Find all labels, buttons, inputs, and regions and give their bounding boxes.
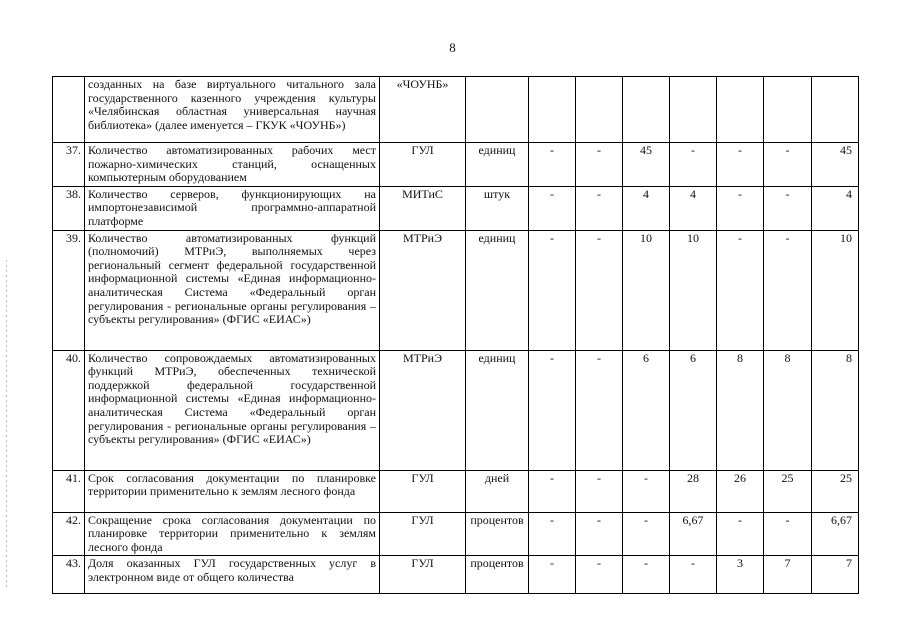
row-number-cell: 37. — [53, 143, 85, 187]
row-number-cell: 43. — [53, 556, 85, 594]
value-cell: 6 — [670, 350, 717, 470]
row-number-cell: 41. — [53, 470, 85, 512]
value-cell — [670, 77, 717, 143]
value-cell: - — [576, 470, 623, 512]
value-cell: 26 — [717, 470, 764, 512]
table-row — [53, 230, 859, 350]
scan-margin-mark — [6, 260, 7, 590]
value-cell: - — [576, 350, 623, 470]
executor-cell: ГУЛ — [380, 470, 466, 512]
page-number: 8 — [449, 40, 456, 55]
value-cell: 10 — [812, 230, 859, 350]
unit-cell: дней — [466, 470, 529, 512]
row-number-cell: 38. — [53, 186, 85, 230]
table-row — [53, 512, 859, 556]
value-cell: 8 — [764, 350, 812, 470]
table-row — [53, 470, 859, 512]
value-cell: 8 — [717, 350, 764, 470]
value-cell: 25 — [764, 470, 812, 512]
unit-cell — [466, 77, 529, 143]
value-cell: 4 — [670, 186, 717, 230]
executor-cell: ГУЛ — [380, 143, 466, 187]
value-cell — [717, 77, 764, 143]
indicator-name-cell: Срок согласования документации по планировке территории применительно к землям лесного фонда — [85, 470, 380, 512]
value-cell: 45 — [812, 143, 859, 187]
executor-cell: МТРиЭ — [380, 350, 466, 470]
value-cell: - — [576, 512, 623, 556]
executor-cell: ГУЛ — [380, 556, 466, 594]
value-cell: - — [764, 143, 812, 187]
unit-cell: процентов — [466, 512, 529, 556]
value-cell: - — [670, 556, 717, 594]
indicator-name-cell: Количество сопровождаемых автоматизированных функций МТРиЭ, обеспеченных технической поддержкой федеральной государственной информационной системы «Единая информационно-аналитическая Система «Федеральный орган регулирования - региональные органы регулирования – субъекты регулирования» (ФГИС «ЕИАС») — [85, 350, 380, 470]
unit-cell: единиц — [466, 350, 529, 470]
value-cell: 45 — [623, 143, 670, 187]
value-cell: 25 — [812, 470, 859, 512]
table-row — [53, 77, 859, 143]
value-cell: - — [576, 143, 623, 187]
value-cell — [623, 77, 670, 143]
value-cell: - — [623, 512, 670, 556]
row-number-cell: 39. — [53, 230, 85, 350]
value-cell: 7 — [764, 556, 812, 594]
value-cell — [529, 77, 576, 143]
value-cell: 6 — [623, 350, 670, 470]
value-cell: - — [764, 512, 812, 556]
value-cell: - — [623, 556, 670, 594]
value-cell: - — [529, 556, 576, 594]
row-number-cell: 40. — [53, 350, 85, 470]
executor-cell: «ЧОУНБ» — [380, 77, 466, 143]
indicator-name-cell: созданных на базе виртуального читального зала государственного казенного учреждения культуры «Челябинская областная универсальная научная библиотека» (далее именуется – ГКУК «ЧОУНБ») — [85, 77, 380, 143]
value-cell: 28 — [670, 470, 717, 512]
indicators-table — [52, 76, 859, 594]
value-cell: - — [529, 470, 576, 512]
row-number-cell — [53, 77, 85, 143]
indicator-name-cell: Количество автоматизированных рабочих мест пожарно-химических станций, оснащенных компьютерным оборудованием — [85, 143, 380, 187]
indicator-name-cell: Количество серверов, функционирующих на импортонезависимой программно-аппаратной платформе — [85, 186, 380, 230]
value-cell: 3 — [717, 556, 764, 594]
value-cell: 8 — [812, 350, 859, 470]
value-cell: 7 — [812, 556, 859, 594]
value-cell — [812, 77, 859, 143]
value-cell: - — [670, 143, 717, 187]
value-cell: - — [529, 350, 576, 470]
executor-cell: МТРиЭ — [380, 230, 466, 350]
value-cell: - — [576, 230, 623, 350]
indicator-name-cell: Сокращение срока согласования документации по планировке территории применительно к землям лесного фонда — [85, 512, 380, 556]
value-cell — [576, 77, 623, 143]
unit-cell: единиц — [466, 143, 529, 187]
value-cell: 10 — [623, 230, 670, 350]
indicator-name-cell: Доля оказанных ГУЛ государственных услуг в электронном виде от общего количества — [85, 556, 380, 594]
executor-cell: МИТиС — [380, 186, 466, 230]
unit-cell: процентов — [466, 556, 529, 594]
table-row — [53, 556, 859, 594]
executor-cell: ГУЛ — [380, 512, 466, 556]
value-cell: 4 — [812, 186, 859, 230]
value-cell: - — [529, 230, 576, 350]
value-cell: 6,67 — [812, 512, 859, 556]
value-cell: - — [529, 512, 576, 556]
value-cell: 6,67 — [670, 512, 717, 556]
value-cell: - — [576, 186, 623, 230]
value-cell: - — [529, 186, 576, 230]
value-cell: - — [764, 230, 812, 350]
table-row — [53, 350, 859, 470]
value-cell: - — [717, 143, 764, 187]
value-cell: - — [576, 556, 623, 594]
value-cell: - — [764, 186, 812, 230]
unit-cell: единиц — [466, 230, 529, 350]
indicator-name-cell: Количество автоматизированных функций (полномочий) МТРиЭ, выполняемых через региональный сегмент федеральной государственной информационной системы «Единая информационно-аналитическая Система «Федеральный орган регулирования - региональные органы регулирования – субъекты регулирования» (ФГИС «ЕИАС») — [85, 230, 380, 350]
value-cell — [764, 77, 812, 143]
table-row — [53, 186, 859, 230]
value-cell: - — [717, 230, 764, 350]
value-cell: 10 — [670, 230, 717, 350]
table-row — [53, 143, 859, 187]
value-cell: - — [717, 186, 764, 230]
value-cell: - — [529, 143, 576, 187]
value-cell: - — [717, 512, 764, 556]
value-cell: - — [623, 470, 670, 512]
value-cell: 4 — [623, 186, 670, 230]
unit-cell: штук — [466, 186, 529, 230]
row-number-cell: 42. — [53, 512, 85, 556]
